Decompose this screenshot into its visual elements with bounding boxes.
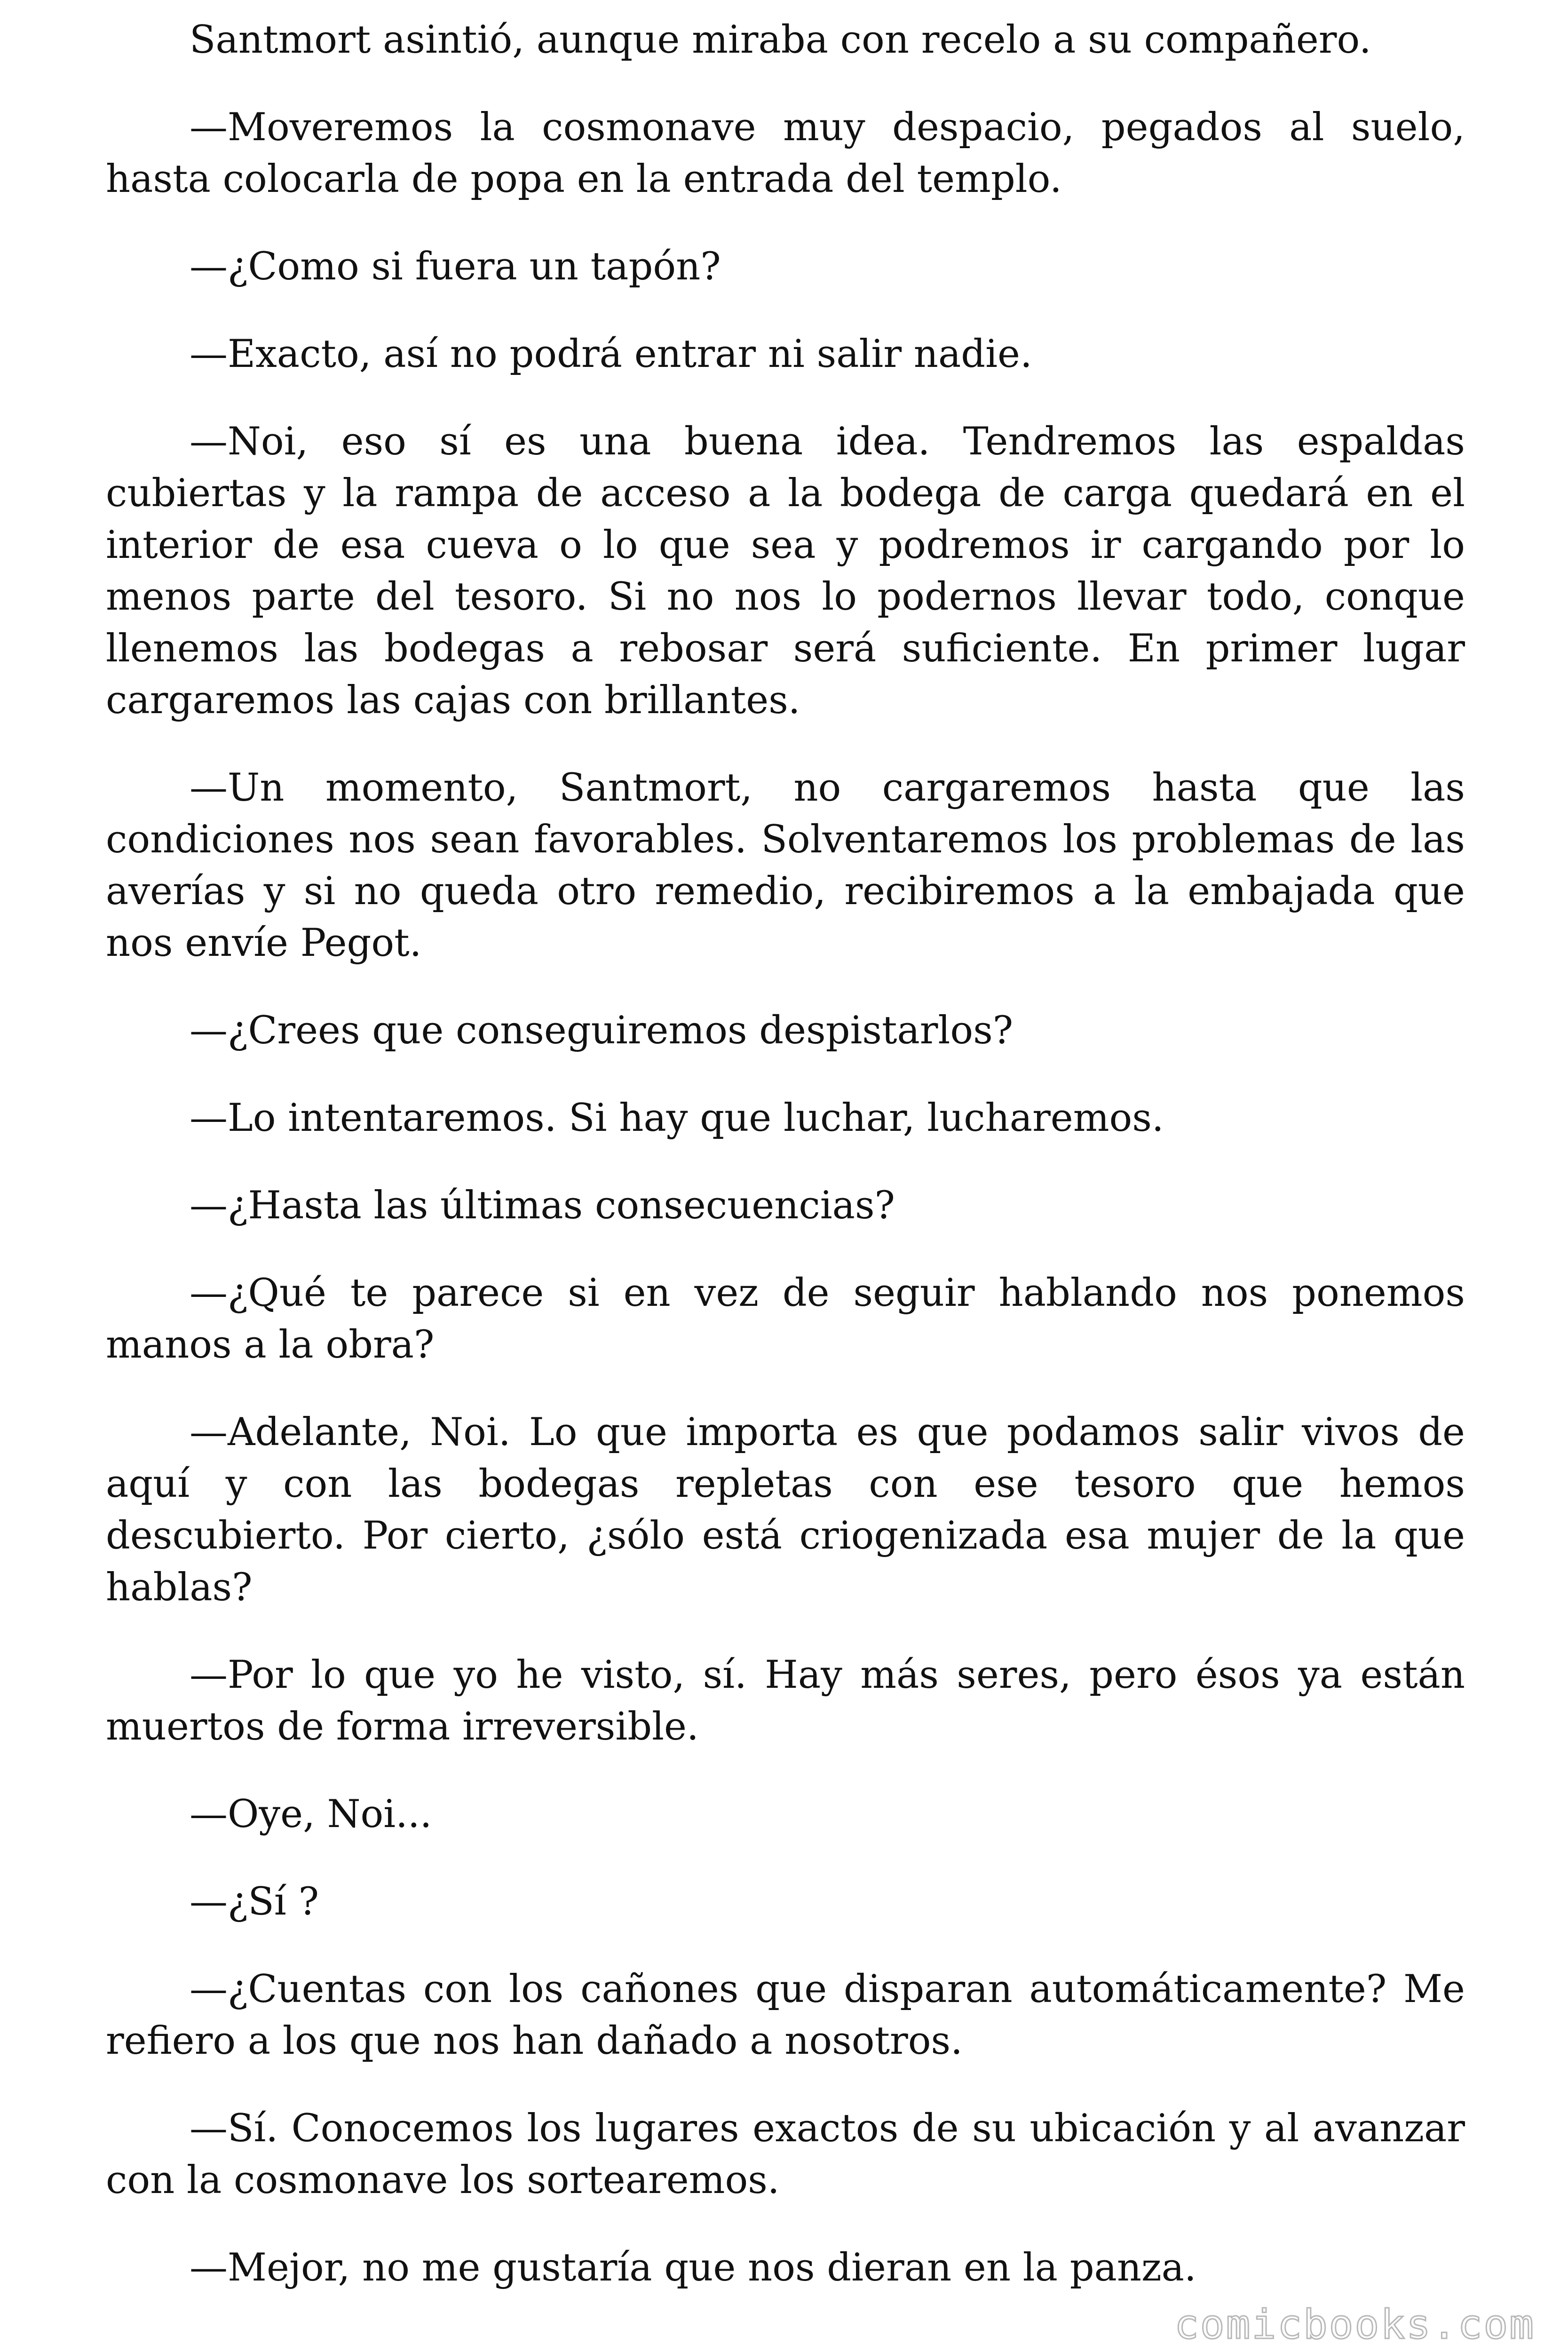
paragraph-9: —¿Hasta las últimas consecuencias? — [190, 1184, 895, 1228]
paragraph-11: —Adelante, Noi. Lo que importa es que podamos salir vivos de aquí y con las bodegas repletas con ese tesoro que hemos descubierto. Por cierto, ¿sólo está criogenizada esa mujer de la que hablas? — [106, 1410, 1465, 1610]
paragraph-8: —Lo intentaremos. Si hay que luchar, lucharemos. — [190, 1096, 1164, 1140]
paragraph-4: —Exacto, así no podrá entrar ni salir nadie. — [190, 332, 1032, 376]
watermark: comicbooks.com — [1174, 2301, 1535, 2348]
paragraph-14: —¿Sí ? — [190, 1880, 319, 1924]
paragraph-6: —Un momento, Santmort, no cargaremos hasta que las condiciones nos sean favorables. Solventaremos los problemas de las averías y si no queda otro remedio, recibiremos a la embajada que nos envíe Pegot. — [106, 766, 1465, 965]
paragraph-1: Santmort asintió, aunque miraba con recelo a su compañero. — [190, 18, 1371, 62]
paragraph-3: —¿Como si fuera un tapón? — [190, 245, 721, 289]
paragraph-2: —Moveremos la cosmonave muy despacio, pegados al suelo, hasta colocarla de popa en la entrada del templo. — [106, 105, 1465, 201]
paragraph-13: —Oye, Noi... — [190, 1792, 432, 1836]
paragraph-7: —¿Crees que conseguiremos despistarlos? — [190, 1009, 1014, 1053]
paragraph-15: —¿Cuentas con los cañones que disparan automáticamente? Me refiero a los que nos han dañado a nosotros. — [106, 1967, 1465, 2063]
paragraph-17: —Mejor, no me gustaría que nos dieran en la panza. — [190, 2246, 1196, 2290]
paragraph-10: —¿Qué te parece si en vez de seguir hablando nos ponemos manos a la obra? — [106, 1271, 1465, 1367]
page-text — [106, 14, 1465, 2329]
paragraph-12: —Por lo que yo he visto, sí. Hay más seres, pero ésos ya están muertos de forma irreversible. — [106, 1653, 1465, 1749]
paragraph-5: —Noi, eso sí es una buena idea. Tendremos las espaldas cubiertas y la rampa de acceso a la bodega de carga quedará en el interior de esa cueva o lo que sea y podremos ir cargando por lo menos parte del tesoro. Si no nos lo podernos llevar todo, conque llenemos las bodegas a rebosar será suficiente. En primer lugar cargaremos las cajas con brillantes. — [106, 420, 1465, 723]
paragraph-16: —Sí. Conocemos los lugares exactos de su ubicación y al avanzar con la cosmonave los sortearemos. — [106, 2106, 1465, 2202]
